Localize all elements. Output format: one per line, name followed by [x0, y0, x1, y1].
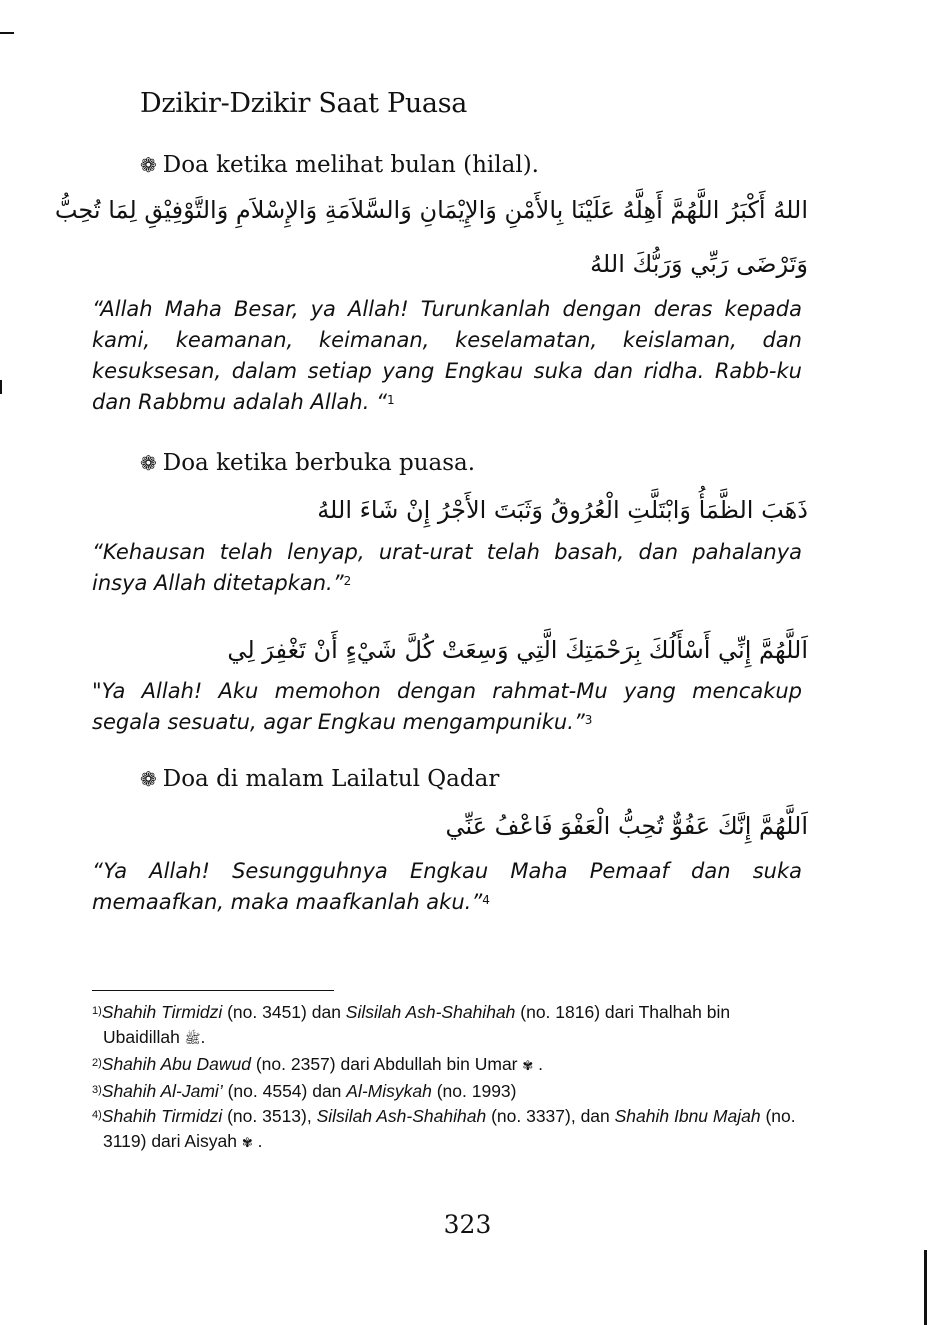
- arabic-text: ذَهَبَ الظَّمَأُ وَابْتَلَّتِ الْعُرُوقُ وَثَبَتَ الأَجْرُ إِنْ شَاءَ اللهُ: [317, 496, 808, 524]
- footnote-reference: (no. 3451) dan: [222, 1002, 346, 1022]
- footnote-item: [92, 1000, 804, 1052]
- section-heading-text: Doa ketika berbuka puasa.: [162, 450, 476, 476]
- flower-bullet-icon: ❁: [140, 767, 157, 791]
- section-heading-text: Doa ketika melihat bulan (hilal).: [162, 152, 539, 178]
- arabic-text: اَللَّهُمَّ إِنَّكَ عَفُوٌّ تُحِبُّ الْعَفْوَ فَاعْفُ عَنِّي: [445, 812, 808, 840]
- footnote-end: .: [200, 1027, 206, 1047]
- footnote-number: 4): [92, 1109, 102, 1121]
- footnote-reference: (no. 1993): [431, 1081, 517, 1101]
- footnote-number: 3): [92, 1084, 102, 1096]
- honorific-icon: ✾: [522, 1059, 534, 1074]
- scan-edge-mark: [0, 32, 14, 34]
- section-heading-berbuka: [140, 450, 475, 476]
- translation-paragraph: [92, 294, 802, 418]
- footnote-reference: (no. 3119) dari Aisyah: [103, 1106, 796, 1151]
- translation-text: “Allah Maha Besar, ya Allah! Turunkanlah dengan deras kepada kami, keamanan, keimanan, keselamatan, keislaman, dan kesuksesan, dalam setiap yang Engkau suka dan ridha. Rabb-ku dan Rabbmu adalah Allah. “: [92, 297, 802, 414]
- footnote-source: Shahih Tirmidzi: [101, 1002, 223, 1022]
- translation-text: "Ya Allah! Aku memohon dengan rahmat-Mu yang mencakup segala sesuatu, agar Engkau mengampuniku.”: [92, 679, 802, 734]
- footnote-item: [92, 1052, 804, 1079]
- translation-paragraph: [92, 537, 802, 599]
- footnote-source: Silsilah Ash-Shahihah: [316, 1106, 487, 1126]
- footnote-source: Shahih Ibnu Majah: [614, 1106, 761, 1126]
- flower-bullet-icon: ❁: [140, 153, 157, 177]
- footnote-source: Al-Misykah: [346, 1081, 432, 1101]
- footnote-number: 1): [92, 1005, 102, 1017]
- footnote-reference: (no. 1816) dari Thalhah bin Ubaidillah: [103, 1002, 731, 1047]
- footnote-ref: 2: [343, 574, 352, 588]
- footnote-source: Silsilah Ash-Shahihah: [345, 1002, 516, 1022]
- footnote-ref: 1: [386, 393, 395, 407]
- footnote-end: .: [252, 1131, 263, 1151]
- page-title: Dzikir-Dzikir Saat Puasa: [140, 88, 468, 119]
- footnote-item: [92, 1104, 804, 1156]
- translation-text: “Kehausan telah lenyap, urat-urat telah basah, dan pahalanya insya Allah ditetapkan.”: [92, 540, 802, 595]
- footnote-end: .: [533, 1054, 544, 1074]
- scan-edge-mark: [0, 380, 2, 394]
- footnote-reference: (no. 3513),: [222, 1106, 317, 1126]
- footnote-reference: (no. 2357) dari Abdullah bin Umar: [250, 1054, 518, 1074]
- footnote-item: [92, 1079, 804, 1104]
- section-heading-lailatul-qadar: [140, 766, 499, 792]
- honorific-icon: ✾: [241, 1136, 253, 1151]
- section-heading-hilal: [140, 152, 539, 178]
- arabic-text: اللهُ أَكْبَرُ اللَّهُمَّ أَهِلَّهُ عَلَيْنَا بِالأَمْنِ وَالإِيْمَانِ وَالسَّلاَمَةِ وَالإِسْلاَمِ وَالتَّوْفِيْقِ لِمَا تُحِبُّ: [54, 196, 808, 224]
- footnote-divider: [92, 990, 334, 991]
- translation-paragraph: [92, 676, 802, 738]
- footnote-source: Shahih Tirmidzi: [101, 1106, 223, 1126]
- arabic-text: اَللَّهُمَّ إِنِّي أَسْأَلُكَ بِرَحْمَتِكَ الَّتِي وَسِعَتْ كُلَّ شَيْءٍ أَنْ تَغْفِرَ لِي: [227, 636, 808, 664]
- section-heading-text: Doa di malam Lailatul Qadar: [162, 766, 500, 792]
- footnote-reference: (no. 4554) dan: [222, 1081, 347, 1101]
- page-number: 323: [443, 1210, 492, 1239]
- footnote-number: 2): [92, 1057, 102, 1069]
- translation-text: “Ya Allah! Sesungguhnya Engkau Maha Pemaaf dan suka memaafkan, maka maafkanlah aku.”: [92, 859, 802, 914]
- footnote-ref: 4: [482, 893, 490, 907]
- scan-edge-mark: [924, 1250, 927, 1325]
- footnote-source: Shahih Abu Dawud: [101, 1054, 251, 1074]
- honorific-icon: ﷺ: [184, 1032, 201, 1047]
- translation-paragraph: [92, 856, 802, 918]
- footnote-source: Shahih Al-Jami’: [101, 1081, 223, 1101]
- footnotes: [92, 1000, 804, 1156]
- footnote-reference: (no. 3337), dan: [486, 1106, 615, 1126]
- footnote-ref: 3: [584, 713, 593, 727]
- arabic-text: وَتَرْضَى رَبِّي وَرَبُّكَ اللهُ: [590, 250, 808, 278]
- flower-bullet-icon: ❁: [140, 451, 157, 475]
